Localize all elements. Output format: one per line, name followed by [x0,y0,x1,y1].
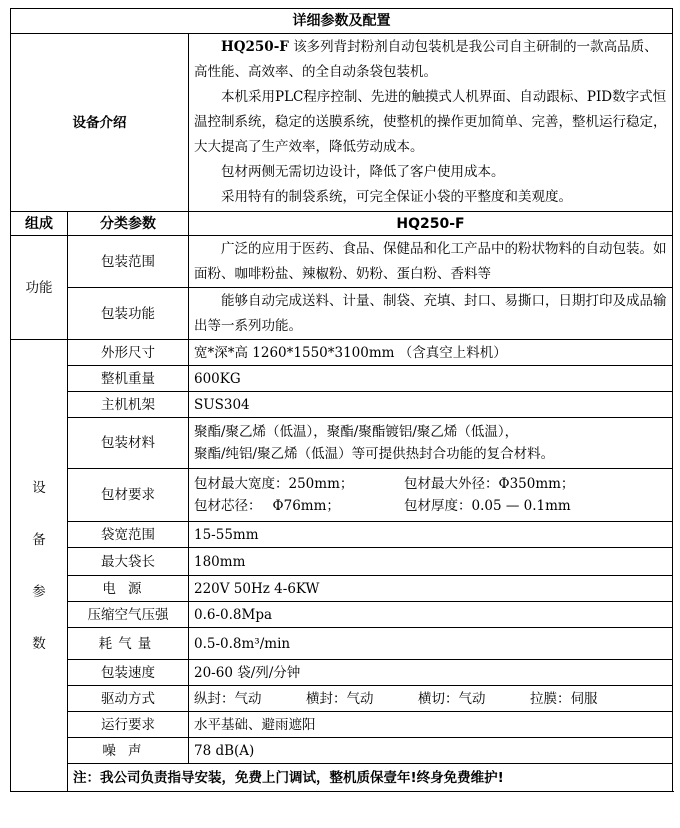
table-row [11,602,673,628]
table-row [11,738,673,764]
row-value: 纵封：气动 横封：气动 横切：气动 拉膜：伺服 [189,686,673,712]
intro-label: 设备介绍 [11,34,189,212]
row-name: 包材要求 [68,469,189,522]
row-name: 噪声 [68,738,189,764]
table-row [11,366,673,392]
table-row [11,522,673,548]
intro-row [11,34,673,212]
row-name: 最大袋长 [68,548,189,576]
intro-model: HQ250-F [221,39,289,55]
table-row [11,548,673,576]
table-row [11,418,673,469]
row-value: 180mm [189,548,673,576]
table-row [11,660,673,686]
row-name: 主机机架 [68,392,189,418]
table-row [11,288,673,340]
intro-paragraph: HQ250-F 该多列背封粉剂自动包装机是我公司自主研制的一款高品质、高性能、高效率、的全自动条袋包装机。 [194,39,658,80]
row-name: 包装速度 [68,660,189,686]
row-value: 20-60 袋/列/分钟 [189,660,673,686]
row-value: 78 dB(A) [189,738,673,764]
row-value: 水平基础、避雨遮阳 [189,712,673,738]
table-row [11,236,673,288]
function-group-label: 功能 [11,236,68,340]
row-name: 电源 [68,576,189,602]
param-group-label: 设 备 参 数 [11,340,68,792]
header-model: HQ250-F [189,212,673,236]
row-name: 袋宽范围 [68,522,189,548]
table-title: 详细参数及配置 [11,9,673,34]
header-group: 组成 [11,212,68,236]
table-row [11,576,673,602]
row-value: 宽*深*高 1260*1550*3100mm （含真空上料机） [189,340,673,366]
intro-paragraph: 包材两侧无需切边设计，降低了客户使用成本。 [221,164,505,180]
row-name: 包装功能 [68,288,189,340]
table-row [11,340,673,366]
row-value: 0.5-0.8m³/min [189,628,673,660]
row-name: 包装材料 [68,418,189,469]
intro-paragraph: 本机采用PLC程序控制、先进的触摸式人机界面、自动跟标、PID数字式恒温控制系统，稳定的送膜系统，使整机的操作更加简单、完善，整机运行稳定，大大提高了生产效率，降低劳动成本。 [194,89,667,155]
row-value: SUS304 [189,392,673,418]
table-row [11,686,673,712]
row-value: 能够自动完成送料、计量、制袋、充填、封口、易撕口，日期打印及成品输出等一系列功能。 [189,288,673,340]
table-row [11,628,673,660]
spec-table [10,8,673,792]
title-row [11,9,673,34]
row-name: 外形尺寸 [68,340,189,366]
header-category: 分类参数 [68,212,189,236]
footer-row [11,764,673,792]
intro-paragraph: 采用特有的制袋系统，可完全保证小袋的平整度和美观度。 [221,189,572,205]
row-value: 0.6-0.8Mpa [189,602,673,628]
table-row [11,469,673,522]
intro-text [189,34,673,212]
row-name: 运行要求 [68,712,189,738]
footer-note: 注：我公司负责指导安装，免费上门调试，整机质保壹年!终身免费维护! [68,764,673,792]
row-value: 聚酯/聚乙烯（低温），聚酯/聚酯镀铝/聚乙烯（低温）， 聚酯/纯铝/聚乙烯（低温）等可提供热封合功能的复合材料。 [189,418,673,469]
row-name: 整机重量 [68,366,189,392]
table-row [11,712,673,738]
row-name: 耗气量 [68,628,189,660]
row-value: 15-55mm [189,522,673,548]
table-row [11,392,673,418]
row-value: 600KG [189,366,673,392]
row-name: 驱动方式 [68,686,189,712]
row-value: 220V 50Hz 4-6KW [189,576,673,602]
row-value: 广泛的应用于医药、食品、保健品和化工产品中的粉状物料的自动包装。如面粉、咖啡粉盐、辣椒粉、奶粉、蛋白粉、香料等 [189,236,673,288]
column-header-row [11,212,673,236]
row-name: 压缩空气压强 [68,602,189,628]
row-name: 包装范围 [68,236,189,288]
row-value: 包材最大宽度：250mm； 包材最大外径：Φ350mm； 包材芯径： Φ76mm； 包材厚度：0.05 — 0.1mm [189,469,673,522]
